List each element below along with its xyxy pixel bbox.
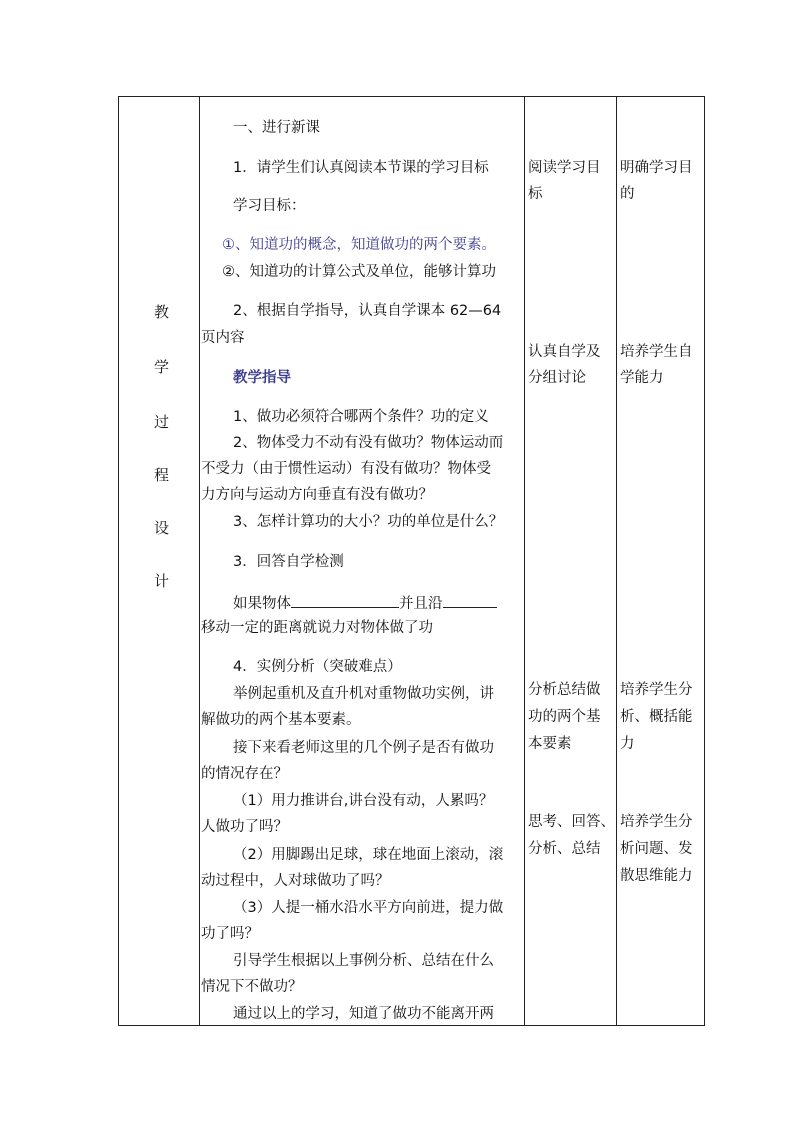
goals-label: 学习目标： bbox=[233, 198, 306, 214]
section-title: 一、进行新课 bbox=[233, 120, 320, 136]
step-2-cont: 页内容 bbox=[201, 330, 245, 346]
step-3: 3．回答自学检测 bbox=[233, 554, 344, 570]
guide-title: 教学指导 bbox=[233, 370, 291, 386]
student-activity: 认真自学及 bbox=[528, 344, 601, 360]
student-activity-cont: 本要素 bbox=[528, 736, 572, 752]
conclusion-line: 通过以上的学习，知道了做功不能离开两 bbox=[233, 1006, 494, 1022]
side-label-char: 学 bbox=[154, 358, 170, 376]
fill-text: 如果物体 bbox=[233, 596, 291, 612]
student-activity-cont: 功的两个基 bbox=[528, 709, 601, 725]
next-examples: 接下来看老师这里的几个例子是否有做功 bbox=[233, 740, 494, 756]
fill-text: 并且沿 bbox=[399, 596, 443, 612]
step-1: 1．请学生们认真阅读本节课的学习目标 bbox=[233, 160, 489, 176]
column-divider bbox=[524, 97, 525, 1025]
example-3: （3）人提一桶水沿水平方向前进，提力做 bbox=[233, 900, 504, 916]
side-label-char: 程 bbox=[154, 466, 170, 484]
next-examples-cont: 的情况存在？ bbox=[201, 766, 288, 782]
fill-blank-cont: 移动一定的距离就说力对物体做了功 bbox=[201, 620, 433, 636]
question-2-cont: 力方向与运动方向垂直有没有做功？ bbox=[201, 487, 433, 503]
question-3: 3、怎样计算功的大小？功的单位是什么？ bbox=[233, 514, 504, 530]
design-intent-cont: 析、概括能 bbox=[620, 709, 693, 725]
example-3-cont: 功了吗？ bbox=[201, 926, 259, 942]
lesson-table bbox=[118, 96, 705, 1026]
design-intent: 培养学生自 bbox=[620, 344, 693, 360]
design-intent: 培养学生分 bbox=[620, 814, 693, 830]
side-label-char: 设 bbox=[154, 519, 170, 537]
column-divider bbox=[616, 97, 617, 1025]
design-intent-cont: 的 bbox=[620, 186, 635, 202]
example-intro: 举例起重机及直升机对重物做功实例，讲 bbox=[233, 686, 494, 702]
goal-1: ①、知道功的概念，知道做功的两个要素。 bbox=[222, 237, 496, 253]
example-intro-cont: 解做功的两个基本要素。 bbox=[201, 712, 361, 728]
design-intent-cont: 学能力 bbox=[620, 370, 664, 386]
fill-blank-sentence bbox=[233, 593, 497, 613]
step-4: 4．实例分析（突破难点） bbox=[233, 659, 402, 675]
student-activity-cont: 分析、总结 bbox=[528, 841, 601, 857]
student-activity: 思考、回答、 bbox=[528, 814, 615, 830]
blank-line bbox=[291, 593, 399, 608]
question-2-cont: 不受力（由于惯性运动）有没有做功？物体受 bbox=[201, 461, 491, 477]
step-2: 2、根据自学指导，认真自学课本 62—64 bbox=[233, 303, 502, 319]
example-2-cont: 动过程中，人对球做功了吗？ bbox=[201, 873, 390, 889]
design-intent-cont: 力 bbox=[620, 736, 635, 752]
guide-summary: 引导学生根据以上事例分析、总结在什么 bbox=[233, 953, 494, 969]
side-label-char: 计 bbox=[154, 572, 170, 590]
student-activity-cont: 标 bbox=[528, 186, 543, 202]
side-label-char: 教 bbox=[154, 303, 170, 321]
example-1-cont: 人做功了吗？ bbox=[201, 819, 288, 835]
column-divider bbox=[199, 97, 200, 1025]
side-label-char: 过 bbox=[154, 413, 170, 431]
student-activity: 阅读学习目 bbox=[528, 160, 601, 176]
student-activity-cont: 分组讨论 bbox=[528, 370, 586, 386]
goal-2: ②、知道功的计算公式及单位，能够计算功 bbox=[222, 264, 496, 280]
guide-summary-cont: 情况下不做功？ bbox=[201, 979, 303, 995]
question-1: 1、做功必须符合哪两个条件？功的定义 bbox=[233, 409, 489, 425]
design-intent: 明确学习目 bbox=[620, 160, 693, 176]
example-1: （1）用力推讲台,讲台没有动，人累吗？ bbox=[233, 793, 494, 809]
question-2: 2、物体受力不动有没有做功？物体运动而 bbox=[233, 435, 504, 451]
design-intent-cont: 散思维能力 bbox=[620, 868, 693, 884]
blank-line bbox=[443, 593, 497, 608]
student-activity: 分析总结做 bbox=[528, 682, 601, 698]
design-intent: 培养学生分 bbox=[620, 682, 693, 698]
example-2: （2）用脚踢出足球，球在地面上滚动，滚 bbox=[233, 847, 504, 863]
design-intent-cont: 析问题、发 bbox=[620, 841, 693, 857]
